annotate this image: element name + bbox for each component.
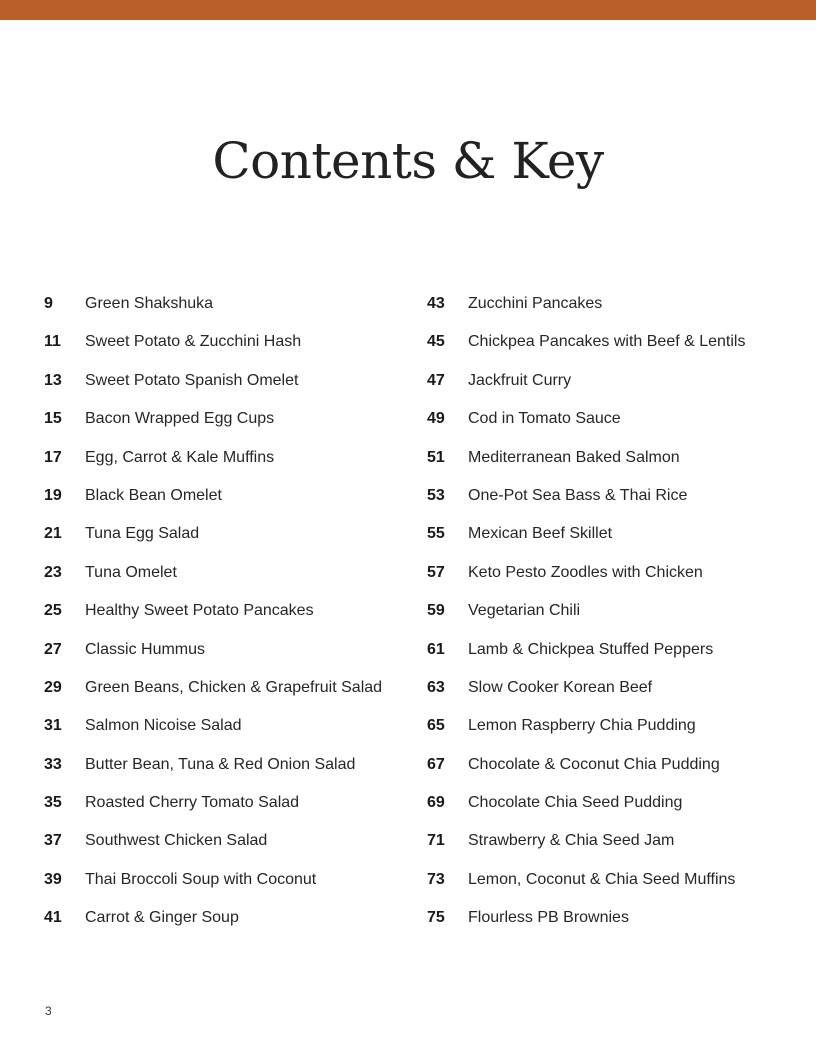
toc-page-number: 59 <box>427 602 445 620</box>
toc-entry[interactable] <box>44 869 424 907</box>
toc-entry[interactable] <box>44 907 424 945</box>
toc-entry[interactable] <box>427 293 807 331</box>
toc-entry[interactable] <box>44 677 424 715</box>
toc-recipe-title: Southwest Chicken Salad <box>85 832 268 850</box>
toc-recipe-title: Classic Hummus <box>85 640 206 658</box>
toc-page-number: 63 <box>427 678 445 696</box>
toc-recipe-title: Mediterranean Baked Salmon <box>468 448 680 466</box>
toc-recipe-title: Chocolate & Coconut Chia Pudding <box>468 755 720 773</box>
toc-recipe-title: Roasted Cherry Tomato Salad <box>85 794 300 812</box>
toc-entry[interactable] <box>427 869 807 907</box>
toc-entry[interactable] <box>427 792 807 830</box>
toc-entry[interactable] <box>427 715 807 753</box>
toc-entry[interactable] <box>427 600 807 638</box>
toc-recipe-title: One-Pot Sea Bass & Thai Rice <box>468 486 688 504</box>
toc-entry[interactable] <box>44 792 424 830</box>
toc-page-number: 69 <box>427 794 445 812</box>
toc-recipe-title: Vegetarian Chili <box>468 602 581 620</box>
toc-entry[interactable] <box>44 485 424 523</box>
toc-page-number: 37 <box>44 832 62 850</box>
toc-entry[interactable] <box>44 754 424 792</box>
toc-recipe-title: Chickpea Pancakes with Beef & Lentils <box>468 333 746 351</box>
page-number: 3 <box>45 1004 52 1018</box>
toc-recipe-title: Chocolate Chia Seed Pudding <box>468 794 683 812</box>
toc-page-number: 45 <box>427 333 445 351</box>
toc-recipe-title: Tuna Omelet <box>85 563 177 581</box>
toc-entry[interactable] <box>427 485 807 523</box>
toc-page-number: 31 <box>44 717 62 735</box>
toc-page-number: 35 <box>44 794 62 812</box>
toc-recipe-title: Zucchini Pancakes <box>468 295 603 312</box>
toc-page-number: 33 <box>44 755 62 773</box>
toc-recipe-title: Slow Cooker Korean Beef <box>468 678 653 696</box>
toc-recipe-title: Egg, Carrot & Kale Muffins <box>85 448 275 466</box>
toc-entry[interactable] <box>427 562 807 600</box>
toc-entry[interactable] <box>427 408 807 446</box>
toc-page-number: 39 <box>44 870 62 888</box>
toc-recipe-title: Cod in Tomato Sauce <box>468 410 621 428</box>
toc-page-number: 67 <box>427 755 445 773</box>
toc-page-number: 49 <box>427 410 445 428</box>
toc-page-number: 55 <box>427 525 445 543</box>
contents-column-right <box>427 293 807 946</box>
toc-entry[interactable] <box>427 754 807 792</box>
toc-recipe-title: Salmon Nicoise Salad <box>85 717 242 735</box>
toc-page-number: 65 <box>427 717 445 735</box>
toc-page-number: 57 <box>427 563 445 581</box>
toc-entry[interactable] <box>427 830 807 868</box>
toc-entry[interactable] <box>44 830 424 868</box>
toc-page-number: 53 <box>427 486 445 504</box>
toc-page-number: 75 <box>427 909 445 927</box>
toc-entry[interactable] <box>427 331 807 369</box>
toc-entry[interactable] <box>427 370 807 408</box>
toc-page-number: 41 <box>44 909 62 927</box>
toc-page-number: 21 <box>44 525 62 543</box>
toc-recipe-title: Sweet Potato & Zucchini Hash <box>85 333 302 351</box>
toc-page-number: 13 <box>44 371 62 389</box>
contents-column-left <box>44 293 424 946</box>
toc-recipe-title: Keto Pesto Zoodles with Chicken <box>468 563 703 581</box>
toc-recipe-title: Strawberry & Chia Seed Jam <box>468 832 675 850</box>
toc-page-number: 19 <box>44 486 62 504</box>
toc-page-number: 43 <box>427 295 445 312</box>
toc-entry[interactable] <box>44 293 424 331</box>
toc-entry[interactable] <box>44 562 424 600</box>
toc-recipe-title: Jackfruit Curry <box>468 371 572 389</box>
toc-recipe-title: Green Shakshuka <box>85 295 214 312</box>
toc-entry[interactable] <box>44 523 424 561</box>
toc-entry[interactable] <box>44 600 424 638</box>
toc-page-number: 29 <box>44 678 62 696</box>
toc-page-number: 17 <box>44 448 62 466</box>
toc-entry[interactable] <box>427 907 807 945</box>
toc-recipe-title: Sweet Potato Spanish Omelet <box>85 371 299 389</box>
toc-entry[interactable] <box>427 523 807 561</box>
toc-recipe-title: Lamb & Chickpea Stuffed Peppers <box>468 640 714 658</box>
toc-recipe-title: Butter Bean, Tuna & Red Onion Salad <box>85 755 356 773</box>
toc-page-number: 73 <box>427 870 445 888</box>
toc-entry[interactable] <box>44 408 424 446</box>
toc-page-number: 61 <box>427 640 445 658</box>
toc-recipe-title: Green Beans, Chicken & Grapefruit Salad <box>85 678 383 696</box>
page-title: Contents & Key <box>212 132 604 190</box>
toc-entry[interactable] <box>44 715 424 753</box>
toc-entry[interactable] <box>44 639 424 677</box>
toc-page-number: 71 <box>427 832 445 850</box>
toc-page-number: 11 <box>44 333 61 351</box>
toc-page-number: 27 <box>44 640 62 658</box>
toc-recipe-title: Bacon Wrapped Egg Cups <box>85 410 275 428</box>
toc-recipe-title: Thai Broccoli Soup with Coconut <box>85 870 317 888</box>
toc-entry[interactable] <box>427 447 807 485</box>
toc-entry[interactable] <box>427 677 807 715</box>
toc-page-number: 25 <box>44 602 62 620</box>
toc-recipe-title: Mexican Beef Skillet <box>468 525 613 543</box>
toc-entry[interactable] <box>44 447 424 485</box>
toc-page-number: 47 <box>427 371 445 389</box>
toc-entry[interactable] <box>427 639 807 677</box>
toc-recipe-title: Lemon Raspberry Chia Pudding <box>468 717 696 735</box>
toc-entry[interactable] <box>44 331 424 369</box>
toc-recipe-title: Healthy Sweet Potato Pancakes <box>85 602 314 620</box>
toc-page-number: 51 <box>427 448 445 466</box>
toc-recipe-title: Flourless PB Brownies <box>468 909 629 927</box>
toc-recipe-title: Black Bean Omelet <box>85 486 222 504</box>
toc-recipe-title: Tuna Egg Salad <box>85 525 200 543</box>
top-accent-band <box>0 0 816 20</box>
toc-entry[interactable] <box>44 370 424 408</box>
toc-page-number: 15 <box>44 410 62 428</box>
toc-recipe-title: Carrot & Ginger Soup <box>85 909 239 927</box>
toc-page-number: 23 <box>44 563 62 581</box>
toc-page-number: 9 <box>44 295 53 312</box>
toc-recipe-title: Lemon, Coconut & Chia Seed Muffins <box>468 870 736 888</box>
